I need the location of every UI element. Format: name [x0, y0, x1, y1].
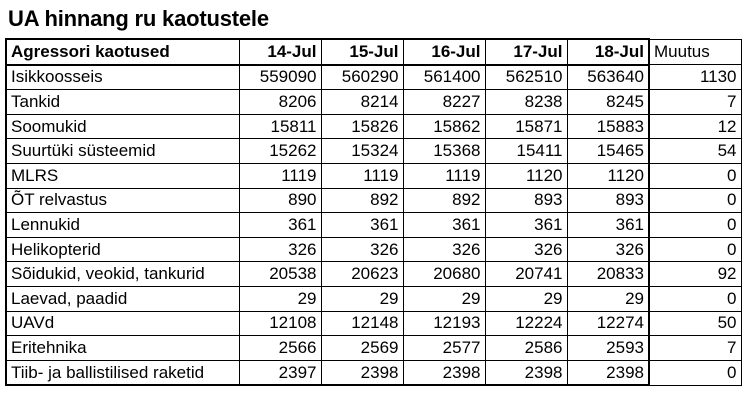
value-cell: 8214 [321, 90, 403, 115]
value-cell: 15862 [403, 114, 485, 139]
value-cell: 20741 [485, 262, 567, 287]
value-cell: 2569 [321, 336, 403, 361]
table-body [6, 65, 741, 386]
row-label: Suurtüki süsteemid [6, 139, 239, 164]
row-label: Sõidukid, veokid, tankurid [6, 262, 239, 287]
table-row [6, 311, 741, 336]
row-label: ÕT relvastus [6, 188, 239, 213]
value-cell: 12274 [567, 311, 649, 336]
value-cell: 1119 [321, 163, 403, 188]
value-cell: 560290 [321, 65, 403, 90]
row-label: Helikopterid [6, 237, 239, 262]
change-cell: 12 [649, 114, 741, 139]
table-row [6, 65, 741, 90]
table-row [6, 163, 741, 188]
page-title: UA hinnang ru kaotustele [8, 6, 269, 31]
row-label: Soomukid [6, 114, 239, 139]
value-cell: 15826 [321, 114, 403, 139]
row-label: Tankid [6, 90, 239, 115]
value-cell: 892 [403, 188, 485, 213]
value-cell: 15871 [485, 114, 567, 139]
value-cell: 893 [567, 188, 649, 213]
value-cell: 12108 [239, 311, 321, 336]
category-header: Agressori kaotused [6, 39, 239, 65]
row-label: UAVd [6, 311, 239, 336]
value-cell: 893 [485, 188, 567, 213]
table-row [6, 139, 741, 164]
table-row [6, 213, 741, 238]
value-cell: 326 [567, 237, 649, 262]
losses-table [5, 38, 742, 386]
value-cell: 20538 [239, 262, 321, 287]
value-cell: 2398 [485, 360, 567, 385]
value-cell: 2586 [485, 336, 567, 361]
value-cell: 8227 [403, 90, 485, 115]
value-cell: 559090 [239, 65, 321, 90]
table-row [6, 336, 741, 361]
row-label: Isikkoosseis [6, 65, 239, 90]
table-row [6, 90, 741, 115]
value-cell: 2577 [403, 336, 485, 361]
value-cell: 15811 [239, 114, 321, 139]
value-cell: 326 [239, 237, 321, 262]
row-label: Eritehnika [6, 336, 239, 361]
row-label: Lennukid [6, 213, 239, 238]
change-cell: 7 [649, 90, 741, 115]
table-row [6, 188, 741, 213]
change-cell: 1130 [649, 65, 741, 90]
value-cell: 8245 [567, 90, 649, 115]
change-cell: 92 [649, 262, 741, 287]
value-cell: 2398 [403, 360, 485, 385]
value-cell: 892 [321, 188, 403, 213]
value-cell: 2566 [239, 336, 321, 361]
value-cell: 1120 [485, 163, 567, 188]
value-cell: 562510 [485, 65, 567, 90]
date-header: 16-Jul [403, 39, 485, 65]
row-label: Tiib- ja ballistilised raketid [6, 360, 239, 385]
value-cell: 12193 [403, 311, 485, 336]
table-row [6, 237, 741, 262]
date-header: 14-Jul [239, 39, 321, 65]
change-cell: 0 [649, 213, 741, 238]
value-cell: 15411 [485, 139, 567, 164]
value-cell: 361 [239, 213, 321, 238]
change-header: Muutus [649, 39, 741, 65]
value-cell: 1119 [403, 163, 485, 188]
value-cell: 361 [567, 213, 649, 238]
value-cell: 326 [321, 237, 403, 262]
table-row [6, 114, 741, 139]
value-cell: 563640 [567, 65, 649, 90]
value-cell: 561400 [403, 65, 485, 90]
row-label: MLRS [6, 163, 239, 188]
value-cell: 2398 [567, 360, 649, 385]
table-row [6, 286, 741, 311]
value-cell: 15465 [567, 139, 649, 164]
change-cell: 0 [649, 188, 741, 213]
change-cell: 0 [649, 360, 741, 385]
value-cell: 29 [321, 286, 403, 311]
value-cell: 20833 [567, 262, 649, 287]
date-header: 18-Jul [567, 39, 649, 65]
value-cell: 15883 [567, 114, 649, 139]
value-cell: 29 [239, 286, 321, 311]
value-cell: 2593 [567, 336, 649, 361]
value-cell: 15262 [239, 139, 321, 164]
value-cell: 12224 [485, 311, 567, 336]
value-cell: 2397 [239, 360, 321, 385]
value-cell: 20680 [403, 262, 485, 287]
change-cell: 0 [649, 237, 741, 262]
change-cell: 54 [649, 139, 741, 164]
value-cell: 15324 [321, 139, 403, 164]
value-cell: 326 [403, 237, 485, 262]
date-header: 17-Jul [485, 39, 567, 65]
value-cell: 361 [485, 213, 567, 238]
value-cell: 29 [567, 286, 649, 311]
value-cell: 1119 [239, 163, 321, 188]
value-cell: 361 [403, 213, 485, 238]
change-cell: 0 [649, 286, 741, 311]
value-cell: 12148 [321, 311, 403, 336]
change-cell: 7 [649, 336, 741, 361]
value-cell: 15368 [403, 139, 485, 164]
value-cell: 326 [485, 237, 567, 262]
table-row [6, 262, 741, 287]
value-cell: 2398 [321, 360, 403, 385]
value-cell: 29 [485, 286, 567, 311]
value-cell: 20623 [321, 262, 403, 287]
header-row [6, 39, 741, 65]
date-header: 15-Jul [321, 39, 403, 65]
change-cell: 50 [649, 311, 741, 336]
value-cell: 361 [321, 213, 403, 238]
table-row [6, 360, 741, 385]
value-cell: 890 [239, 188, 321, 213]
value-cell: 29 [403, 286, 485, 311]
value-cell: 8238 [485, 90, 567, 115]
change-cell: 0 [649, 163, 741, 188]
value-cell: 1120 [567, 163, 649, 188]
value-cell: 8206 [239, 90, 321, 115]
row-label: Laevad, paadid [6, 286, 239, 311]
